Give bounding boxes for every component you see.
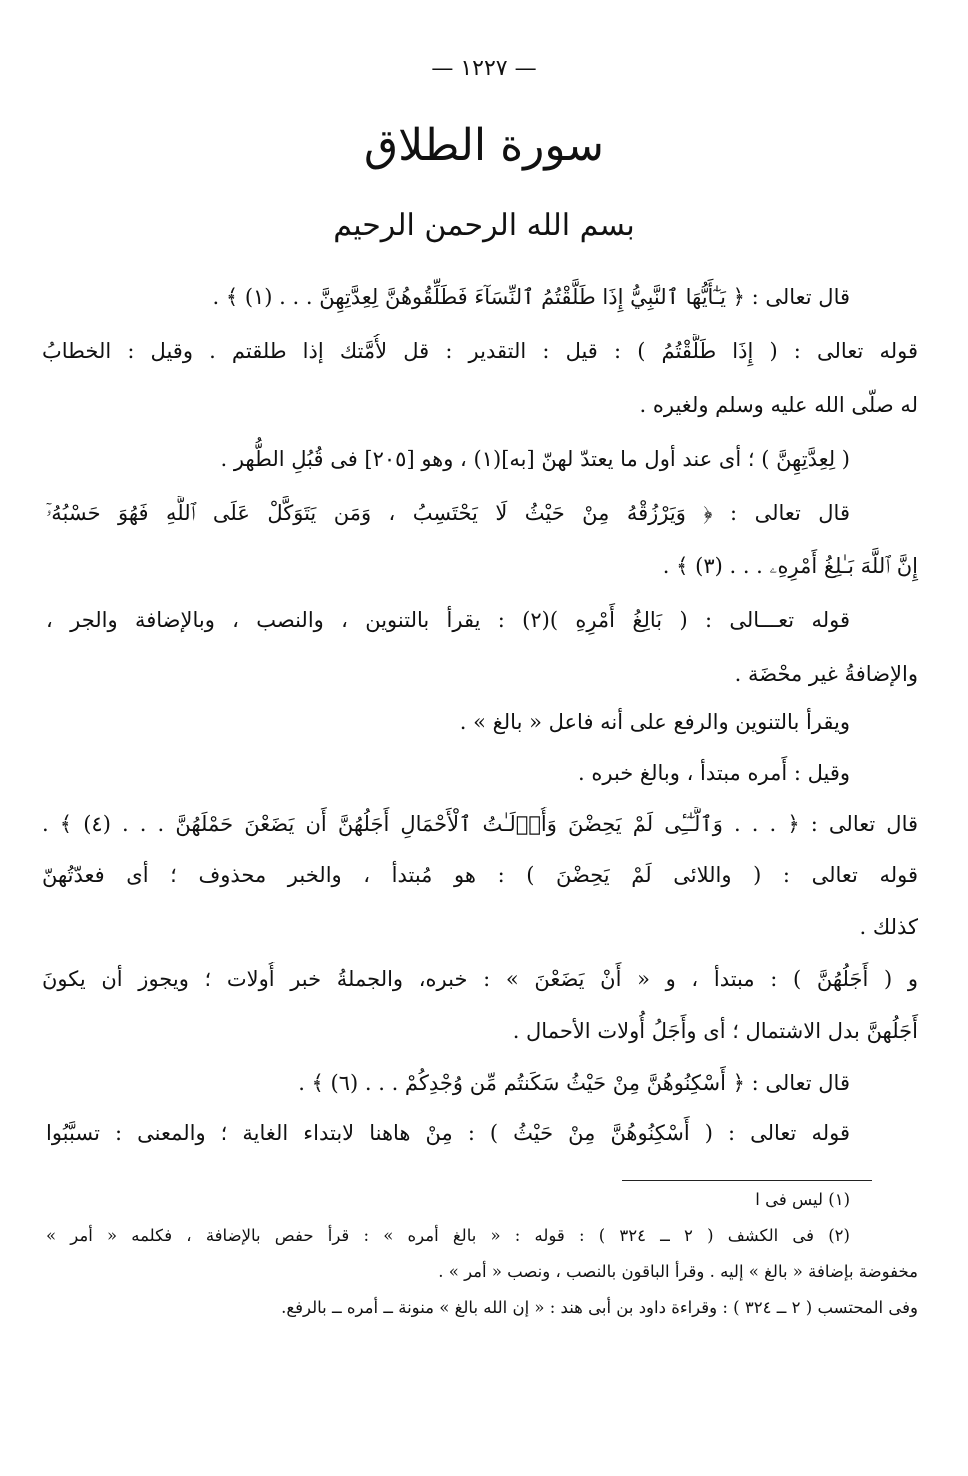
page-number: — ١٢٢٧ — — [431, 56, 537, 81]
text-line: قوله تعالى : ( أَسْكِنُوهُنَّ مِنْ حَيْثُ ) : مِنْ هاهنا لابتداء الغاية ؛ والمعنى : تسبَّبُوا — [46, 1121, 850, 1145]
footnote-line: (٢) فى الكشف ( ٢ ــ ٣٢٤ ) : قوله : « بالغ أمره » : قرأ حفص بالإضافة ، فكلمه « أمر » — [46, 1226, 850, 1245]
text-line: و ( أَجَلُهُنَّ ) : مبتدأ ، و « أَنْ يَضَعْنَ » : خبره، والجملةُ خبر أُولات ؛ ويجوز أن يكونَ — [42, 967, 918, 991]
text-line: أَجَلُهنَّ بدل الاشتمال ؛ أى وأَجَلُ أُولات الأحمال . — [512, 1019, 918, 1043]
text-line: قال تعالى : ﴿ أَسْكِنُوهُنَّ مِنْ حَيْثُ سَكَنتُم مِّن وُجْدِكُمْ . . . (٦) ﴾ . — [298, 1071, 850, 1095]
text-line: قال تعالى : ﴿ يَـٰٓأَيُّهَا ٱلنَّبِيُّ إِذَا طَلَّقْتُمُ ٱلنِّسَآءَ فَطَلِّقُوهُنَّ لِعِدَّتِهِنَّ . . . (١) ﴾ . — [212, 285, 850, 309]
footnote-line: وفى المحتسب ( ٢ ــ ٣٢٤ ) : وقراءة داود بن أبى هند : « إن الله بالغ » منونة ــ أمره ــ بالرفع. — [281, 1298, 918, 1317]
text-line: قوله تعالى : ( إِذَا طَلَّقْتُمُ ) : قيل : التقدير : قل لأُمَّتك إذا طلقتم . وقيل : الخطابُ — [42, 339, 918, 363]
text-line: إِنَّ ٱللَّهَ بَـٰلِغُ أَمْرِهِۦ . . . (٣) ﴾ . — [662, 554, 918, 578]
text-line: كذلك . — [859, 915, 918, 939]
text-line: ويقرأ بالتنوين والرفع على أنه فاعل « بالغ » . — [459, 710, 850, 734]
text-line: ( لِعِدَّتِهِنَّ ) ؛ أى عند أول ما يعتدّ لهنّ [به](١) ، وهو [٢٠٥] فى قُبُلِ الطُّهر . — [220, 447, 850, 471]
footnote-line: مخفوضة بإضافة « بالغ » إليه . وقرأ الباقون بالنصب ، ونصب « أمر » . — [438, 1262, 918, 1281]
footnote-separator — [622, 1180, 872, 1181]
text-line: قال تعالى : ﴿ . . . وَٱلَّـٰٓـِٔى لَمْ يَحِضْنَ وَأُو۟لَـٰتُ ٱلْأَحْمَالِ أَجَلُهُنَّ أَن يَضَعْنَ حَمْلَهُنَّ . . . (٤) ﴾ . — [42, 812, 918, 836]
text-line: قوله تعـــالى : ( بَالِغُ أَمْرِهِ )(٢) : يقرأ بالتنوين ، والنصب ، وبالإضافة والجر ، — [46, 608, 850, 632]
text-line: له صلّى الله عليه وسلم ولغيره . — [639, 393, 918, 417]
text-line: قال تعالى : ﴿ وَيَرْزُقْهُ مِنْ حَيْثُ لَا يَحْتَسِبُ ، وَمَن يَتَوَكَّلْ عَلَى ٱللَّهِ فَهُوَ حَسْبُهُۥٓ — [46, 501, 850, 525]
text-line: وقيل : أَمره مبتدأ ، وبالغ خبره . — [578, 761, 850, 785]
surah-title: سورة الطلاق — [363, 120, 604, 171]
text-line: قوله تعالى : ( واللائى لَمْ يَحِضْنَ ) : هو مُبتدأ ، والخبر محذوف ؛ أى فعدّتُهنّ — [42, 863, 918, 887]
basmala: بسم الله الرحمن الرحيم — [333, 208, 635, 243]
text-line: والإضافةُ غير محْضَة . — [734, 662, 918, 686]
footnote-line: (١) ليس فى ا — [755, 1190, 850, 1209]
